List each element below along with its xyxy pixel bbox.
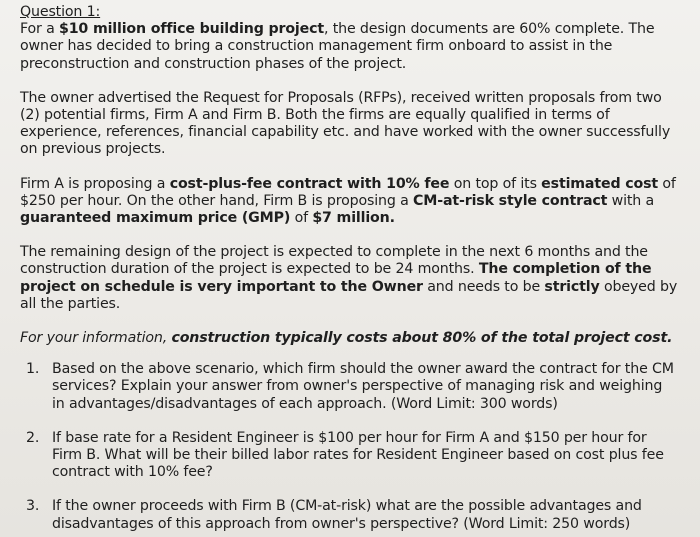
- p4-bold-strictly: strictly: [544, 278, 600, 295]
- p4-bold-schedule: The completion of the project on schedule is very important to the Owner: [20, 261, 652, 295]
- sub-question-list: [20, 361, 680, 533]
- list-item-number: 2.: [26, 429, 40, 446]
- question-title: Question 1:: [20, 4, 101, 20]
- p3-bold-cm-at-risk: CM-at-risk style contract: [412, 192, 608, 209]
- p3-bold-estimated-cost: estimated cost: [541, 175, 659, 192]
- list-item-number: 1.: [26, 361, 40, 378]
- list-item: [20, 498, 680, 532]
- p3-text-a: Firm A is proposing a: [20, 175, 170, 192]
- p1-bold-project: $10 million office building project: [58, 21, 325, 38]
- p4-text-c: and needs to be: [422, 278, 545, 295]
- p3-text-i: of: [290, 210, 313, 227]
- paragraph-schedule: [20, 244, 680, 313]
- paragraph-firm-proposals: [20, 176, 680, 228]
- p3-text-c: on top of its: [449, 175, 542, 192]
- p5-text-a: For your information,: [20, 330, 172, 347]
- p3-bold-cost-plus: cost-plus-fee contract with 10% fee: [169, 175, 450, 192]
- list-item-text: If the owner proceeds with Firm B (CM-at-risk) what are the possible advantages and disadvantages of this approach from owner's perspective? (Word Limit: 250 words): [52, 498, 642, 532]
- p1-text-c: , the design documents are 60% complete. The owner has decided to bring a construction management firm onboard to assist in the preconstruction and construction phases of the project.: [20, 21, 655, 72]
- p4-text-a: The remaining design of the project is expected to complete in the next 6 months and the construction duration of the project is expected to be 24 months.: [20, 244, 648, 278]
- p3-text-e: of $250 per hour. On the other hand, Firm B is proposing a: [20, 175, 676, 209]
- paragraph-info: [20, 330, 680, 347]
- paragraph-project-intro: [20, 21, 680, 73]
- p4-text-e: obeyed by all the parties.: [20, 278, 678, 312]
- p3-text-g: with a: [607, 192, 655, 209]
- list-item-text: Based on the above scenario, which firm should the owner award the contract for the CM services? Explain your answer from owner's perspective of managing risk and weighing in advantages/disadvantages of each approach. (Word Limit: 300 words): [52, 361, 674, 412]
- p3-bold-gmp: guaranteed maximum price (GMP): [20, 210, 291, 227]
- paragraph-rfp: The owner advertised the Request for Proposals (RFPs), received written proposals from two (2) potential firms, Firm A and Firm B. Both the firms are equally qualified in terms of experience, references, financial capability etc. and have worked with the owner successfully on previous projects.: [20, 89, 671, 158]
- p3-bold-amount: $7 million.: [312, 210, 395, 227]
- list-item: [20, 430, 680, 482]
- list-item: [20, 361, 680, 413]
- list-item-text: If base rate for a Resident Engineer is $100 per hour for Firm A and $150 per hour for Firm B. What will be their billed labor rates for Resident Engineer based on cost plus fee contract with 10% fee?: [52, 429, 664, 481]
- p5-bold-cost-share: construction typically costs about 80% of the total project cost.: [171, 330, 673, 347]
- p1-text-a: For a: [20, 21, 59, 38]
- list-item-number: 3.: [26, 498, 40, 515]
